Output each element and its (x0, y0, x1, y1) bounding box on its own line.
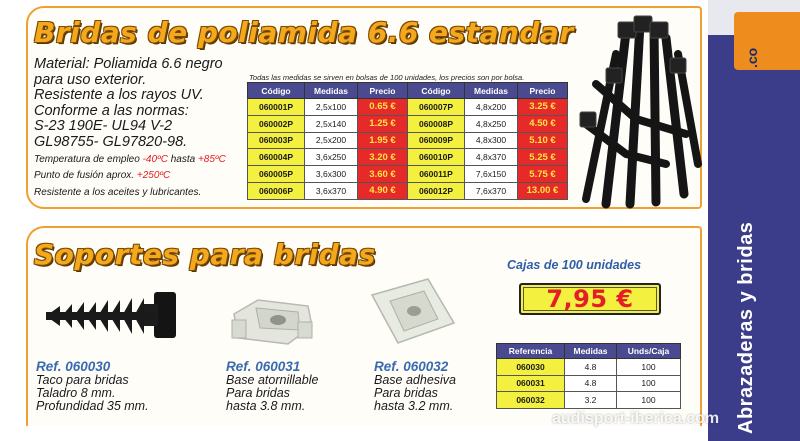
product-line: Base atornillable (226, 373, 319, 387)
size-cell: 3,6x370 (305, 182, 358, 199)
section-title-bridas: Bridas de poliamida 6.6 estandar (34, 16, 574, 49)
size-cell: 3,6x300 (305, 166, 358, 183)
product-ref: Ref. 060030 (36, 359, 111, 374)
col-header: Referencia (497, 344, 565, 359)
band-corner-text: .co (744, 47, 760, 68)
col-header: Medidas (305, 83, 358, 99)
table-row (497, 359, 681, 376)
size-cell: 4,8x200 (465, 99, 518, 116)
price-cell: 4.90 € (358, 182, 408, 199)
col-header: Medidas (565, 344, 617, 359)
size-cell: 3.2 (565, 392, 617, 409)
col-header: Precio (518, 83, 568, 99)
desc-line: Material: Poliamida 6.6 negro (34, 56, 223, 72)
code-cell: 060004P (248, 149, 305, 166)
code-cell: 060008P (408, 115, 465, 132)
code-cell: 060012P (408, 182, 465, 199)
price-cell: 13.00 € (518, 182, 568, 199)
ref-cell: 060030 (497, 359, 565, 376)
category-title: Abrazaderas y bridas (735, 221, 757, 434)
temp-low: -40ºC (142, 154, 168, 165)
supports-table (496, 343, 681, 409)
code-cell: 060005P (248, 166, 305, 183)
col-header: Código (248, 83, 305, 99)
temp-sep: hasta (170, 154, 196, 165)
code-cell: 060011P (408, 166, 465, 183)
table-row (248, 99, 568, 116)
adhesive-base-image (368, 275, 458, 350)
col-header: Medidas (465, 83, 518, 99)
size-cell: 4.8 (565, 359, 617, 376)
desc-line: para uso exterior. (34, 71, 147, 88)
price-cell: 1.25 € (358, 115, 408, 132)
product-line: hasta 3.2 mm. (374, 399, 454, 413)
code-cell: 060003P (248, 132, 305, 149)
fusion-label: Punto de fusión aprox. (34, 170, 135, 181)
table-row (248, 166, 568, 183)
product-060031 (226, 360, 318, 413)
cable-ties-image (566, 14, 702, 209)
size-cell: 7,6x370 (465, 182, 518, 199)
code-cell: 060001P (248, 99, 305, 116)
table-row (248, 115, 568, 132)
size-cell: 4.8 (565, 375, 617, 392)
temp-label: Temperatura de empleo (34, 154, 140, 165)
fusion-line (34, 169, 249, 183)
size-cell: 4,8x300 (465, 132, 518, 149)
code-cell: 060009P (408, 132, 465, 149)
table-row (497, 375, 681, 392)
product-line: Base adhesiva (374, 373, 457, 387)
units-cell: 100 (617, 359, 681, 376)
size-cell: 4,8x370 (465, 149, 518, 166)
product-line: Taco para bridas (36, 373, 129, 387)
size-cell: 2,5x100 (305, 99, 358, 116)
size-cell: 7,6x150 (465, 166, 518, 183)
price-cell: 3.60 € (358, 166, 408, 183)
price-cell: 4.50 € (518, 115, 568, 132)
table-row (497, 392, 681, 409)
product-060030 (36, 360, 149, 413)
code-cell: 060010P (408, 149, 465, 166)
ref-cell: 060032 (497, 392, 565, 409)
size-cell: 2,5x140 (305, 115, 358, 132)
product-line: Para bridas (226, 386, 290, 400)
units-cell: 100 (617, 375, 681, 392)
price-cell: 5.75 € (518, 166, 568, 183)
price-table (247, 82, 568, 200)
product-ref: Ref. 060031 (226, 359, 301, 374)
size-cell: 2,5x200 (305, 132, 358, 149)
desc-line: S-23 190E- UL94 V-2 (34, 118, 173, 134)
supports-table-header (497, 344, 681, 359)
code-cell: 060007P (408, 99, 465, 116)
price-table-header (248, 83, 568, 99)
product-line: hasta 3.8 mm. (226, 399, 306, 413)
product-line: Para bridas (374, 386, 438, 400)
price-cell: 3.25 € (518, 99, 568, 116)
units-cell: 100 (617, 392, 681, 409)
desc-line: Resistente a los rayos UV. (34, 87, 204, 103)
code-cell: 060002P (248, 115, 305, 132)
code-cell: 060006P (248, 182, 305, 199)
table-row (248, 149, 568, 166)
product-line: Taladro 8 mm. (36, 386, 116, 400)
size-cell: 4,8x250 (465, 115, 518, 132)
size-cell: 3,6x250 (305, 149, 358, 166)
table-row (248, 182, 568, 199)
table-row (248, 132, 568, 149)
screw-base-image (228, 292, 318, 352)
price-cell: 3.20 € (358, 149, 408, 166)
desc-line: GL98755- GL97820-98. (34, 133, 188, 150)
price-badge: 7,95 € (519, 283, 661, 315)
price-cell: 0.65 € (358, 99, 408, 116)
resist-line: Resistente a los aceites y lubricantes. (34, 187, 202, 198)
col-header: Unds/Caja (617, 344, 681, 359)
price-cell: 5.25 € (518, 149, 568, 166)
col-header: Precio (358, 83, 408, 99)
watermark: audisport-iberica.com (552, 410, 720, 427)
product-060032 (374, 360, 456, 413)
wall-plug-image (36, 286, 186, 346)
temperature-line (34, 150, 249, 169)
product-description (34, 57, 249, 203)
fusion-value: +250ºC (136, 170, 171, 181)
product-ref: Ref. 060032 (374, 359, 449, 374)
product-line: Profundidad 35 mm. (36, 399, 149, 413)
price-cell: 5.10 € (518, 132, 568, 149)
packaging-note: Todas las medidas se sirven en bolsas de 100 unidades, los precios son por bolsa. (249, 73, 525, 82)
desc-line: Conforme a las normas: (34, 102, 189, 119)
temp-high: +85ºC (197, 154, 226, 165)
boxes-label: Cajas de 100 unidades (507, 258, 642, 272)
col-header: Código (408, 83, 465, 99)
section-title-soportes: Soportes para bridas (34, 238, 376, 271)
ref-cell: 060031 (497, 375, 565, 392)
price-cell: 1.95 € (358, 132, 408, 149)
